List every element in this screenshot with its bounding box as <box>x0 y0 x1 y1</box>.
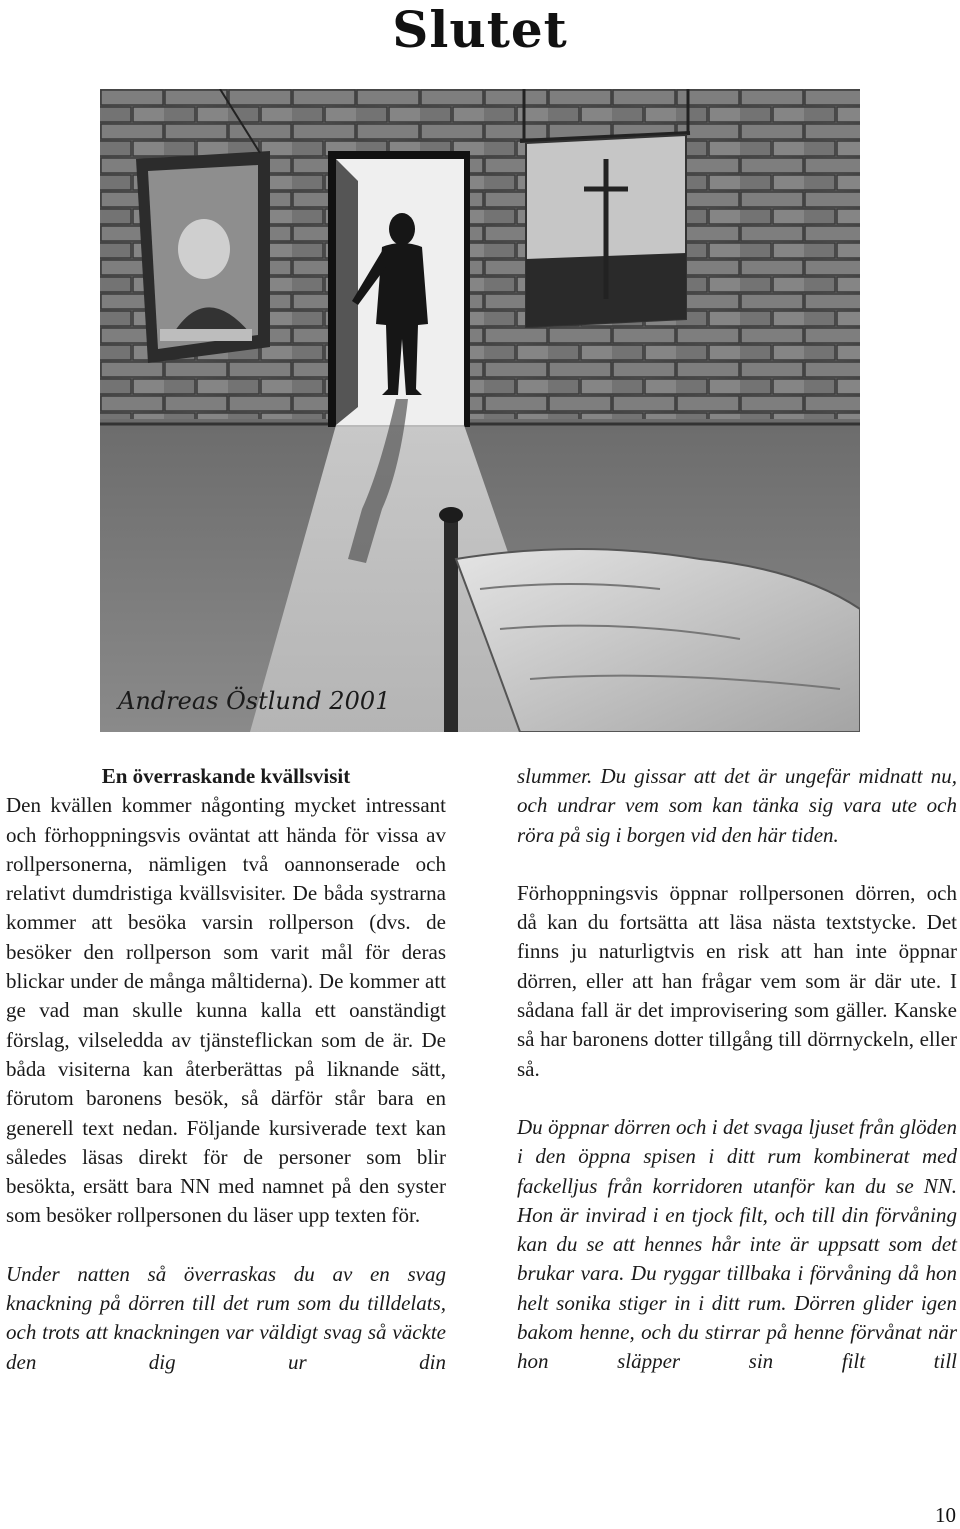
italic-text: Under natten så överraskas du av en svag knackning på dörren till det rum som du tilldelats, och trots att knackningen var väldigt svag så väckte den dig ur din <box>6 1261 446 1374</box>
body-paragraph-2: Förhoppningsvis öppnar rollpersonen dörren, och då kan du fortsätta att läsa nästa textstycke. Det finns ju naturligtvis en risk att han inte öppnar dörren, eller att han frågar vem som är där ute. I sådana fall är det improvisering som gäller. Kanske så har baronens dotter tillgång till dörrnyckeln, eller så. <box>517 880 957 1081</box>
right-column <box>517 762 957 1377</box>
section-heading: En överraskande kvällsvisit <box>101 764 351 788</box>
open-door <box>336 159 358 425</box>
left-column <box>6 762 446 1377</box>
italic-read-aloud-2 <box>517 1113 957 1377</box>
italic-text: Du öppnar dörren och i det svaga ljuset från glöden i den öppna spisen i ditt rum kombinerat med fackelljus från korridoren utanför kan du se NN. Hon är invirad i en tjock filt, och till din förvåning kan du se att hennes hår inte är uppsatt som det brukar vara. Du ryggar tillbaka i förvåning då hon helt sonika stiger in i ditt rum. Dörren glider igen bakom henne, och du stirrar på henne förvånat när hon släpper sin filt till <box>517 1114 957 1374</box>
artist-signature: Andreas Östlund 2001 <box>118 687 391 715</box>
italic-continuation <box>517 762 957 850</box>
body-paragraph-1: Den kvällen kommer någonting mycket intressant och förhoppningsvis oväntat att hända för vissa av rollpersonerna, nämligen två oannonserade och relativt dumdristiga kvällsvisiter. De båda systrarna kommer att besöka varsin rollperson (dvs. de besöker den rollperson som varit mål för deras blickar under de många måltiderna). De kommer att ge vad man skulle kunna kalla ett oanständigt förslag, vilseledda av tjänsteflickan som de är. De båda visiterna kan återberättas på liknande sätt, förutom baronens besök, så därför står bara en generell text nedan. Följande kursiverade text kan således läsas direkt för de personer som blir besökta, ersätt bara NN med namnet på den syster som besöker rollpersonen du läser upp texten för. <box>6 793 446 1228</box>
italic-read-aloud-1 <box>6 1260 446 1377</box>
italic-text: slummer. Du gissar att det är ungefär midnatt nu, och undrar vem som kan tänka sig vara ute och röra på sig i borgen vid den här tiden. <box>517 764 957 847</box>
page-title: Slutet <box>392 0 568 59</box>
page-number: 10 <box>935 1503 956 1527</box>
drawing-svg <box>100 89 860 732</box>
pencil-drawing-illustration <box>100 89 860 732</box>
